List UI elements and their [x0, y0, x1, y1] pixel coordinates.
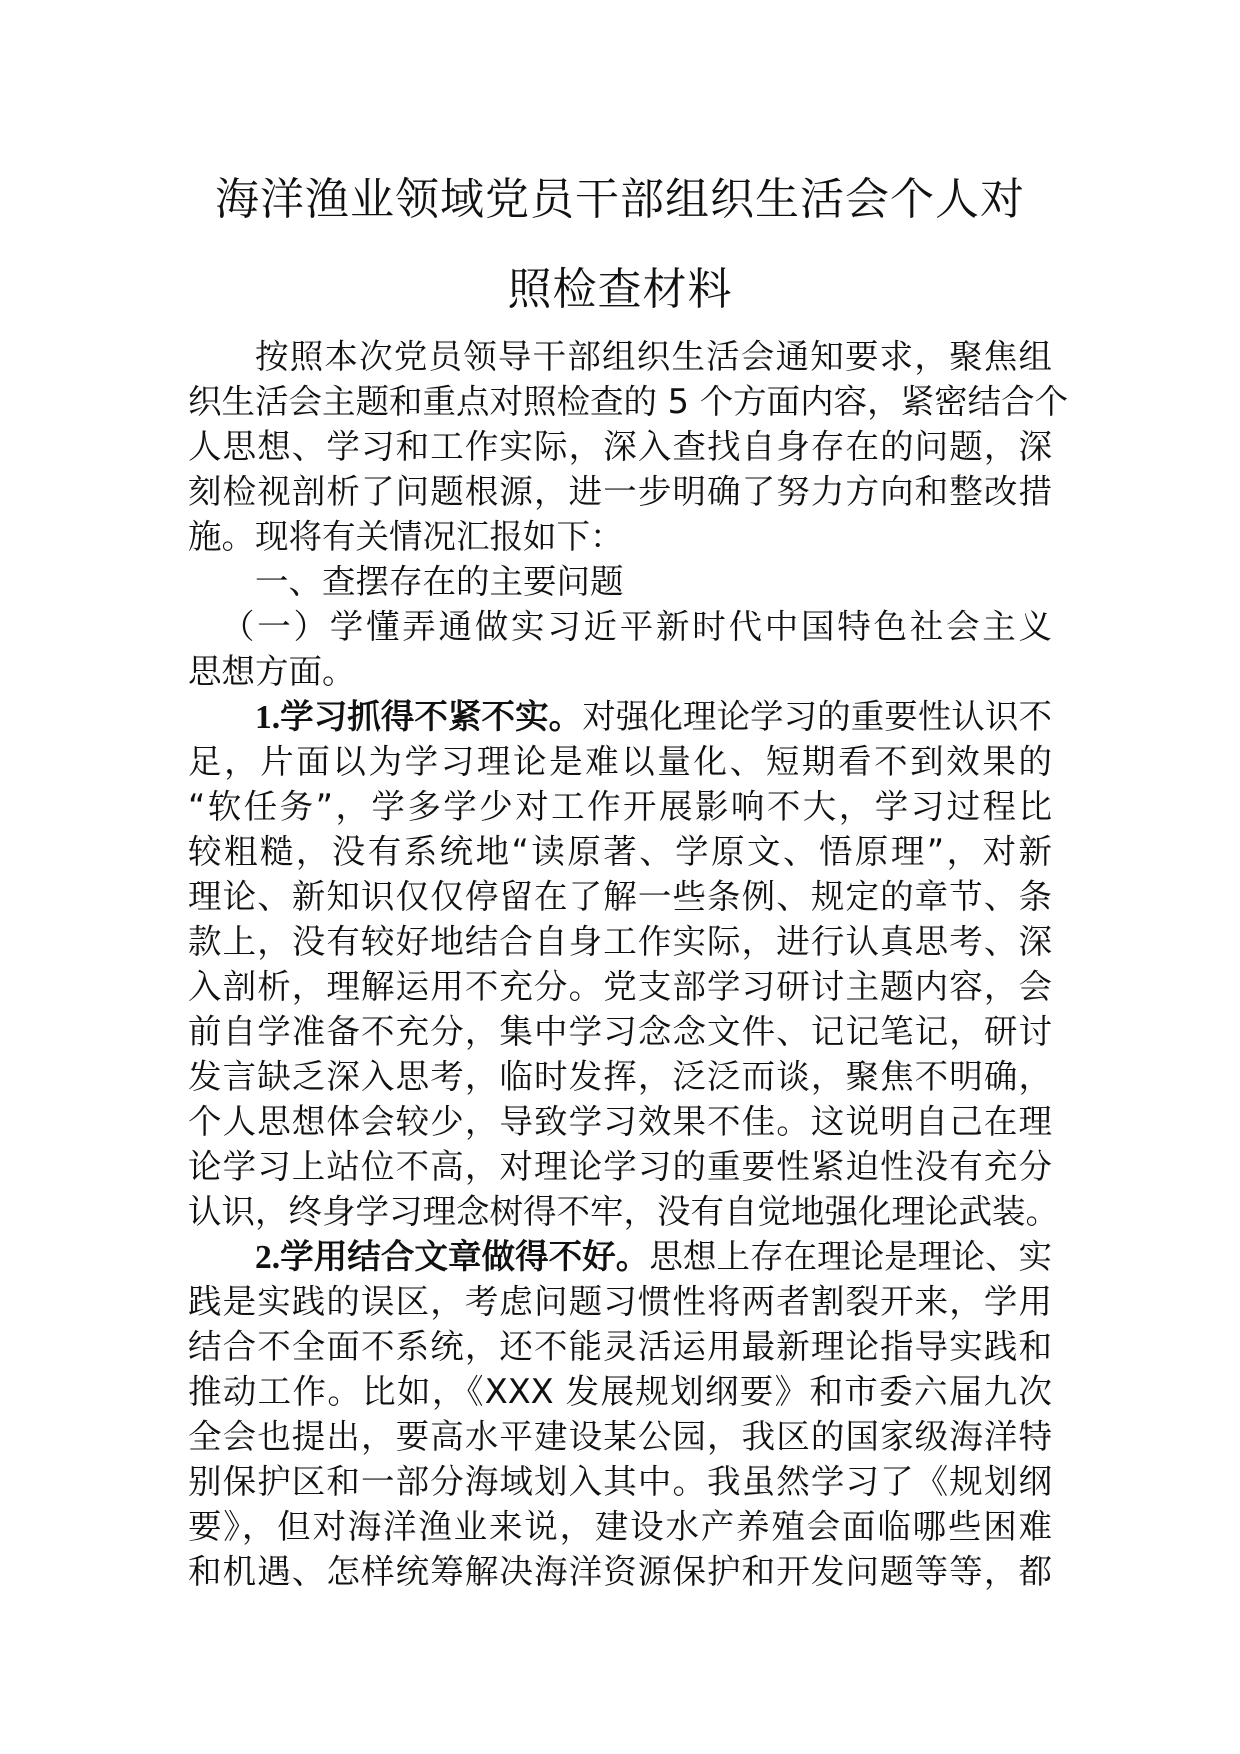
paragraph-line: 织生活会主题和重点对照检查的 5 个方面内容，紧密结合个 — [188, 382, 1069, 421]
item-text: 思想上存在理论是理论、实 — [649, 1237, 1053, 1276]
paragraph-line: 人思想、学习和工作实际，深入查找自身存在的问题，深 — [188, 427, 1052, 466]
paragraph-line: 刻检视剖析了问题根源，进一步明确了努力方向和整改措 — [188, 472, 1052, 511]
item-text: 对强化理论学习的重要性认识不 — [582, 697, 1053, 736]
paragraph-line: 别保护区和一部分海域划入其中。我虽然学习了《规划纲 — [188, 1462, 1052, 1501]
paragraph-line: 结合不全面不系统，还不能灵活运用最新理论指导实践和 — [188, 1327, 1052, 1366]
paragraph-line: 要》，但对海洋渔业来说，建设水产养殖会面临哪些困难 — [188, 1507, 1052, 1546]
paragraph-line: 前自学准备不充分，集中学习念念文件、记记笔记，研讨 — [188, 1012, 1052, 1051]
document-title-line-1: 海洋渔业领域党员干部组织生活会个人对 — [215, 174, 1025, 225]
paragraph-line: 较粗糙，没有系统地“读原著、学原文、悟原理”，对新 — [188, 832, 1052, 871]
paragraph-line: 全会也提出，要高水平建设某公园，我区的国家级海洋特 — [188, 1417, 1052, 1456]
paragraph-line-with-heading — [188, 1234, 1052, 1279]
paragraph-line: 论学习上站位不高，对理论学习的重要性紧迫性没有充分 — [188, 1147, 1052, 1186]
item-heading-2: 2.学用结合文章做得不好。 — [255, 1239, 650, 1276]
document-title-line-2: 照检查材料 — [507, 264, 733, 315]
section-heading: 一、查摆存在的主要问题 — [255, 562, 624, 601]
paragraph-line: 践是实践的误区，考虑问题习惯性将两者割裂开来，学用 — [188, 1282, 1052, 1321]
paragraph-line: 推动工作。比如，《XXX 发展规划纲要》和市委六届九次 — [188, 1372, 1052, 1411]
paragraph-line: 理论、新知识仅仅停留在了解一些条例、规定的章节、条 — [188, 877, 1052, 916]
paragraph-line: 个人思想体会较少，导致学习效果不佳。这说明自己在理 — [188, 1102, 1052, 1141]
paragraph-line: 认识，终身学习理念树得不牢，没有自觉地强化理论武装。 — [188, 1192, 1059, 1231]
document-body — [188, 334, 1069, 1594]
item-heading-1: 1.学习抓得不紧不实。 — [255, 699, 583, 736]
paragraph-line: 按照本次党员领导干部组织生活会通知要求，聚焦组 — [255, 337, 1052, 376]
paragraph-line: 入剖析，理解运用不充分。党支部学习研讨主题内容，会 — [188, 967, 1052, 1006]
paragraph-line: “软任务”，学多学少对工作开展影响不大，学习过程比 — [188, 787, 1052, 826]
subsection-heading-continued: 思想方面。 — [188, 652, 356, 691]
paragraph-line-with-heading — [188, 694, 1052, 739]
paragraph-line: 发言缺乏深入思考，临时发挥，泛泛而谈，聚焦不明确， — [188, 1057, 1052, 1096]
paragraph-line: 和机遇、怎样统筹解决海洋资源保护和开发问题等等，都 — [188, 1552, 1052, 1591]
subsection-heading: （一）学懂弄通做实习近平新时代中国特色社会主义 — [221, 607, 1052, 646]
paragraph-line: 款上，没有较好地结合自身工作实际，进行认真思考、深 — [188, 922, 1052, 961]
paragraph-line: 足，片面以为学习理论是难以量化、短期看不到效果的 — [188, 742, 1052, 781]
paragraph-line: 施。现将有关情况汇报如下： — [188, 517, 624, 556]
